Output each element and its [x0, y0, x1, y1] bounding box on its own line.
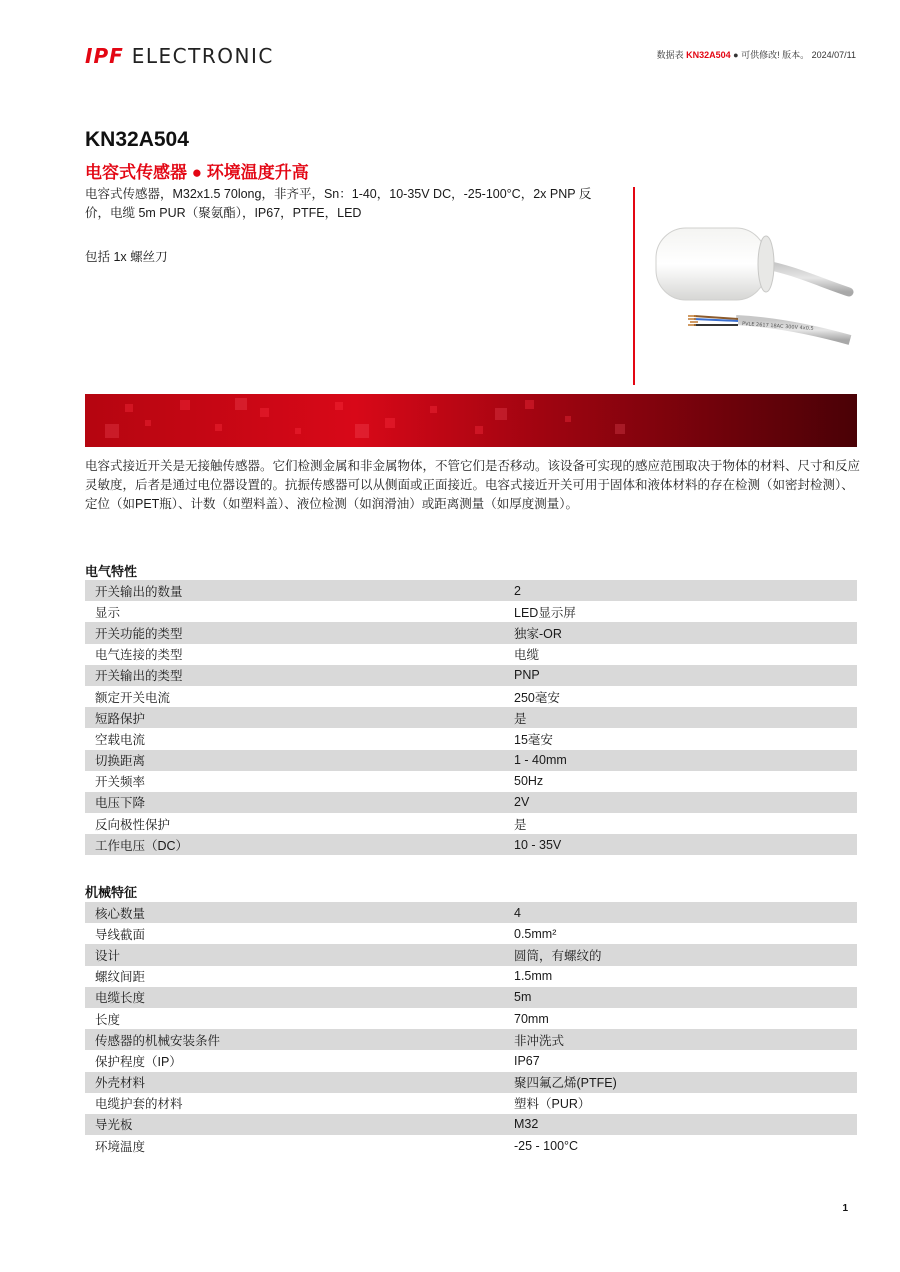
spec-key: 电气连接的类型 [95, 648, 183, 663]
spec-value: 4 [514, 902, 857, 923]
product-description: 电容式传感器，M32x1.5 70long，非齐平，Sn：1-40，10-35V DC，-25-100°C，2x PNP 反价，电缆 5m PUR（聚氨酯），IP67，PTFE，LED [85, 187, 592, 220]
spec-value: 5m [514, 987, 857, 1008]
spec-value: 50Hz [514, 774, 544, 789]
spec-value: 2V [514, 792, 857, 813]
table-row [85, 902, 857, 923]
spec-key: 开关输出的数量 [85, 580, 514, 601]
spec-value: 250毫安 [514, 690, 560, 705]
spec-value: 15毫安 [514, 732, 553, 747]
spec-value: 0.5mm² [514, 926, 557, 941]
spec-key: 工作电压（DC） [85, 834, 514, 855]
product-subtitle: 电容式传感器 ● 环境温度升高 [85, 163, 309, 182]
spec-value: 电缆 [514, 648, 540, 663]
mechanical-section-title: 机械特征 [85, 885, 138, 900]
table-row [85, 686, 857, 707]
spec-key: 电缆护套的材料 [95, 1097, 183, 1112]
product-code: KN32A504 [85, 128, 189, 151]
spec-value: 是 [514, 817, 527, 832]
intro-paragraph: 电容式接近开关是无接触传感器。它们检测金属和非金属物体，不管它们是否移动。该设备可实现的感应范围取决于物体的材料、尺寸和反应灵敏度，后者是通过电位器设置的。抗振传感器可以从侧面或正面接近。电容式接近开关可用于固体和液体材料的存在检测（如密封检测）、定位（如PET瓶）、计数（如塑料盖）、液位检测（如润滑油）或距离测量（如厚度测量）。 [85, 459, 861, 511]
spec-value: 1 - 40mm [514, 750, 857, 771]
table-row [85, 1135, 857, 1156]
electrical-spec-table [85, 580, 857, 855]
spec-key: 开关频率 [95, 775, 146, 790]
table-row [85, 1072, 857, 1093]
spec-key: 导光板 [85, 1114, 514, 1135]
spec-key: 导线截面 [95, 927, 146, 942]
table-row [85, 580, 857, 601]
table-row [85, 728, 857, 749]
spec-value: PNP [514, 665, 857, 686]
spec-value: 圆筒，有螺纹的 [514, 944, 857, 965]
spec-key: 短路保护 [85, 707, 514, 728]
spec-key: 外壳材料 [85, 1072, 514, 1093]
table-row [85, 1093, 857, 1114]
table-row [85, 644, 857, 665]
spec-key: 设计 [85, 944, 514, 965]
spec-value: 非冲洗式 [514, 1029, 857, 1050]
meta-prefix: 数据表 [656, 50, 684, 60]
table-row [85, 1029, 857, 1050]
table-row [85, 813, 857, 834]
spec-value: -25 - 100°C [514, 1138, 579, 1153]
capacitive-sensor-photo-icon [644, 212, 854, 362]
spec-value: 是 [514, 707, 857, 728]
spec-key: 反向极性保护 [95, 817, 171, 832]
svg-text:PVLE 2617 18AC 300V 4x0.5: PVLE 2617 18AC 300V 4x0.5 [741, 321, 814, 332]
spec-key: 环境温度 [95, 1139, 146, 1154]
spec-key: 螺纹间距 [95, 970, 146, 985]
spec-key: 长度 [95, 1012, 121, 1027]
table-row [85, 707, 857, 728]
logo-mark: IPF [85, 44, 124, 68]
spec-key: 电压下降 [85, 792, 514, 813]
company-logo [85, 44, 274, 68]
spec-value: 2 [514, 580, 857, 601]
table-row [85, 665, 857, 686]
spec-key: 显示 [95, 605, 121, 620]
table-row [85, 1114, 857, 1135]
spec-value: 1.5mm [514, 969, 553, 984]
spec-value: 聚四氟乙烯(PTFE) [514, 1072, 857, 1093]
spec-value: IP67 [514, 1053, 540, 1068]
spec-value: 塑料（PUR） [514, 1097, 591, 1112]
spec-key: 空载电流 [95, 732, 146, 747]
spec-value: 10 - 35V [514, 834, 857, 855]
table-row [85, 622, 857, 643]
table-row [85, 923, 857, 944]
table-row [85, 792, 857, 813]
included-items: 包括 1x 螺丝刀 [85, 250, 168, 264]
spec-value: 独家-OR [514, 622, 857, 643]
spec-key: 额定开关电流 [95, 690, 171, 705]
table-row [85, 987, 857, 1008]
electrical-section-title: 电气特性 [85, 564, 138, 579]
red-banner [85, 394, 857, 447]
spec-key: 电缆长度 [85, 987, 514, 1008]
spec-key: 传感器的机械安装条件 [85, 1029, 514, 1050]
spec-key: 切换距离 [85, 750, 514, 771]
table-row [85, 771, 857, 792]
page-number: 1 [842, 1203, 848, 1214]
datasheet-meta [657, 48, 856, 61]
meta-product-code: KN32A504 [686, 50, 731, 60]
table-row [85, 1050, 857, 1071]
table-row [85, 750, 857, 771]
logo-wordmark: ELECTRONIC [131, 44, 274, 68]
meta-version: ● 可供修改! 版本。 2024/07/11 [733, 50, 856, 60]
mechanical-spec-table [85, 902, 857, 1156]
spec-key: 开关功能的类型 [85, 622, 514, 643]
spec-key: 保护程度（IP） [95, 1054, 182, 1069]
table-row [85, 966, 857, 987]
table-row [85, 834, 857, 855]
table-row [85, 944, 857, 965]
divider-line [633, 187, 635, 385]
spec-value: 70mm [514, 1011, 549, 1026]
spec-key: 核心数量 [85, 902, 514, 923]
spec-value: LED显示屏 [514, 605, 576, 620]
spec-value: M32 [514, 1114, 857, 1135]
table-row [85, 601, 857, 622]
table-row [85, 1008, 857, 1029]
spec-key: 开关输出的类型 [85, 665, 514, 686]
